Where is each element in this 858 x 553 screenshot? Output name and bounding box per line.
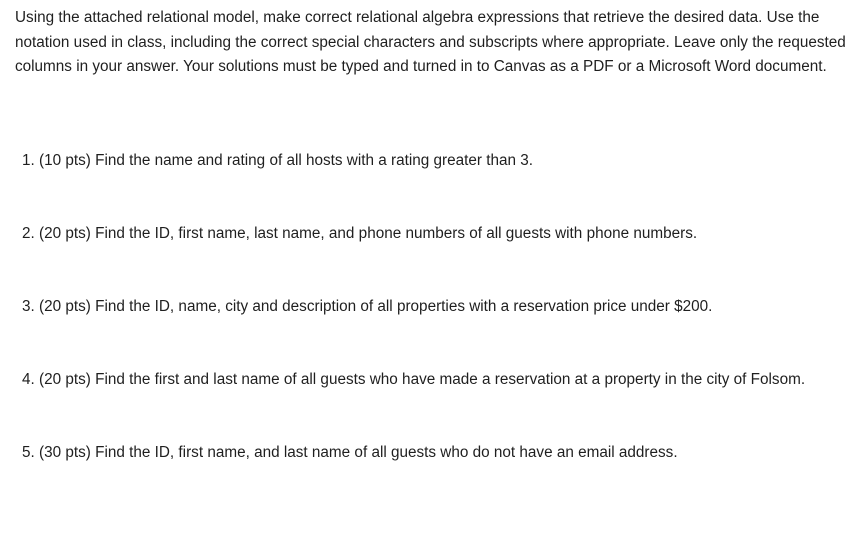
instructions-paragraph: Using the attached relational model, make correct relational algebra expressions that retrieve the desired data. Use the notation used in class, including the correct special characters and subscripts where appropriate. Leave only the requested columns in your answer. Your solutions must be typed and turned in to Canvas as a PDF or a Microsoft Word document.	[15, 9, 846, 75]
question-3: 3. (20 pts) Find the ID, name, city and description of all properties with a reservation price under $200.	[22, 298, 713, 315]
question-5: 5. (30 pts) Find the ID, first name, and last name of all guests who do not have an email address.	[22, 444, 678, 461]
question-2: 2. (20 pts) Find the ID, first name, last name, and phone numbers of all guests with phone numbers.	[22, 225, 698, 242]
question-1: 1. (10 pts) Find the name and rating of all hosts with a rating greater than 3.	[22, 152, 534, 169]
question-4: 4. (20 pts) Find the first and last name of all guests who have made a reservation at a property in the city of Folsom.	[22, 371, 806, 388]
